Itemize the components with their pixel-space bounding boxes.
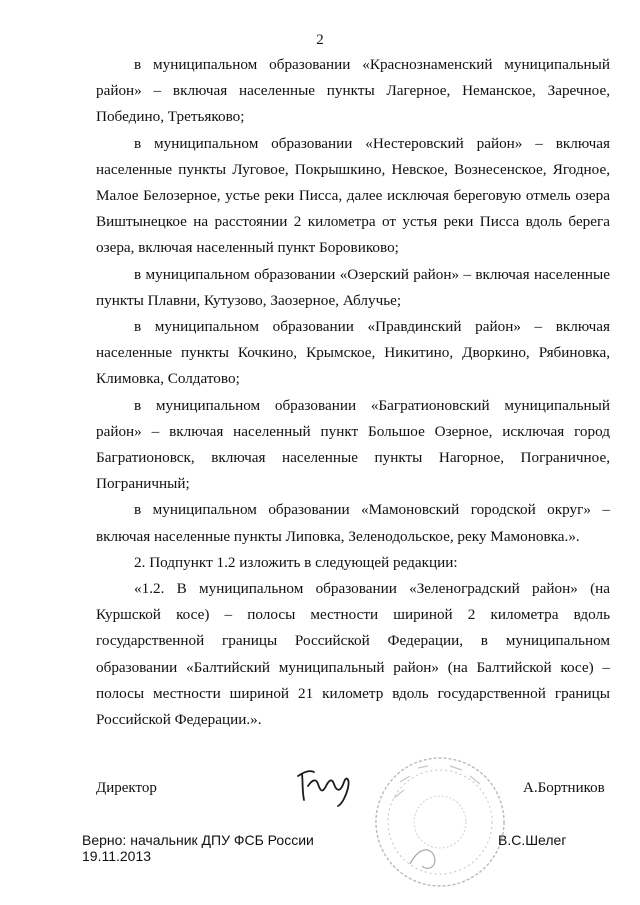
paragraph-mamonovsky: в муниципальном образовании «Мамоновский городской округ» – включая населенные пункты Липовка, Зеленодольское, реку Мамоновка.». [96,501,610,545]
verification-date: 19.11.2013 [82,848,152,864]
paragraph-ozersky: в муниципальном образовании «Озерский район» – включая населенные пункты Плавни, Кутузово, Заозерное, Аблучье; [96,265,610,309]
director-label: Директор [96,780,157,796]
paragraph-bagrationovsky: в муниципальном образовании «Багратионовский муниципальный район» – включая населенный пункт Большое Озерное, исключая город Багратионовск, включая населенные пункты Нагорное, Пограничное, Пограничный; [96,396,610,493]
verification-line: Верно: начальник ДПУ ФСБ России [82,832,314,848]
paragraph-pravdinsky: в муниципальном образовании «Правдинский район» – включая населенные пункты Кочкино, Крымское, Никитино, Дворкино, Рябиновка, Климовка, Солдатово; [96,318,610,388]
verification-note [82,832,314,864]
verifier-name: В.С.Шелег [498,832,567,848]
paragraph-nesterovsky: в муниципальном образовании «Нестеровский район» – включая населенные пункты Луговое, Покрышкино, Невское, Вознесенское, Ягодное, Малое Белозерное, устье реки Писса, далее исключая береговую отмель озера Виштынецкое на расстоянии 2 километра от устья реки Писса вдоль берега озера, включая населенный пункт Боровиково; [96,134,610,257]
document-body [96,52,610,733]
paragraph-krasnoznamensky: в муниципальном образовании «Краснознаменский муниципальный район» – включая населенные пункты Лагерное, Неманское, Заречное, Победино, Третьяково; [96,56,610,126]
paragraph-item-2: 2. Подпункт 1.2 изложить в следующей редакции: [134,553,458,571]
official-stamp [370,752,510,892]
page-number: 2 [316,32,324,48]
paragraph-subitem-1-2: «1.2. В муниципальном образовании «Зеленоградский район» (на Куршской косе) – полосы местности шириной 2 километра вдоль государственной границы Российской Федерации, в муниципальном образовании «Балтийский муниципальный район» (на Балтийской косе) – полосы местности шириной 21 километр вдоль государственной границы Российской Федерации.». [96,580,610,729]
director-name: А.Бортников [523,780,605,796]
handwritten-signature [294,764,356,808]
